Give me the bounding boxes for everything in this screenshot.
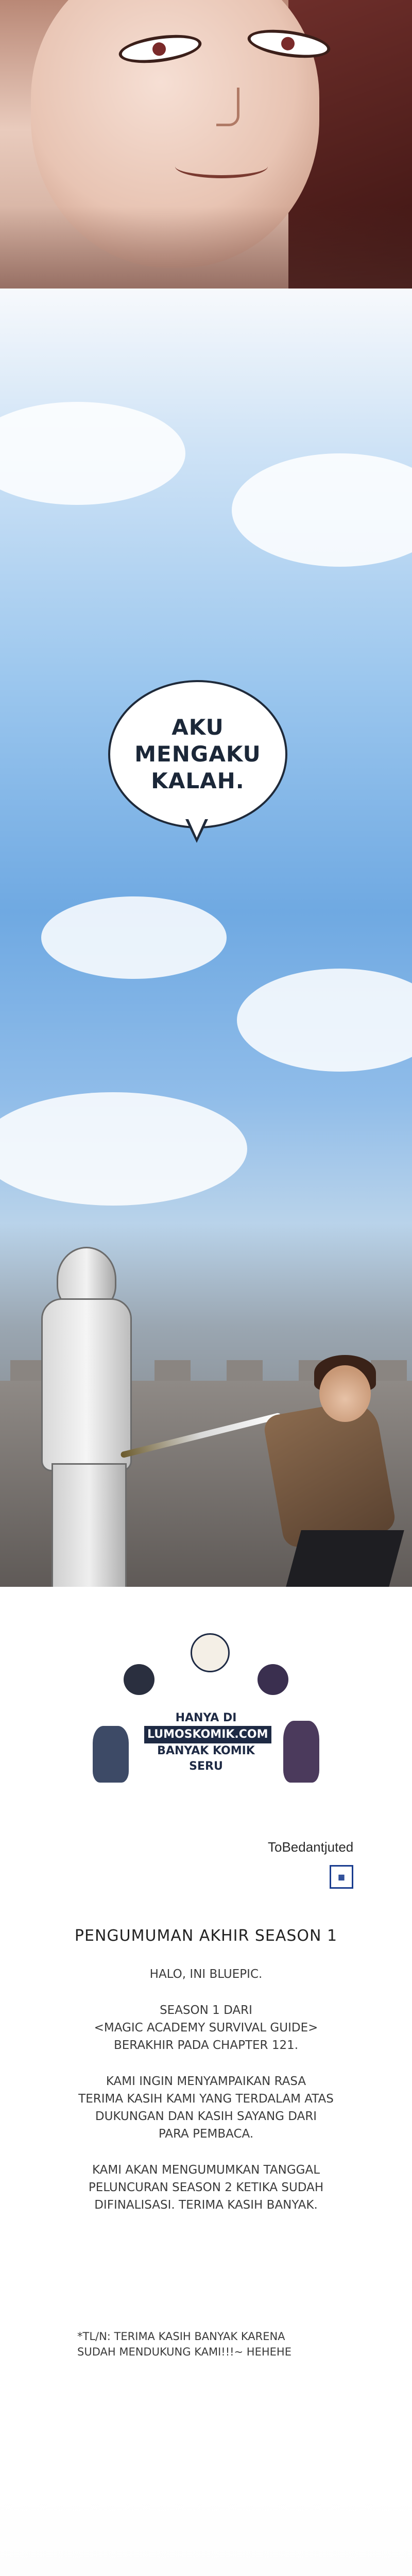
chibi-character <box>93 1726 129 1783</box>
chibi-character <box>283 1721 319 1783</box>
announcement-paragraph: KAMI INGIN MENYAMPAIKAN RASA TERIMA KASIH KAMI YANG TERDALAM ATAS DUKUNGAN DAN KASIH SAYANG DARI PARA PEMBACA. <box>78 2075 334 2141</box>
chibi-character <box>124 1664 154 1695</box>
left-eye <box>117 30 203 67</box>
translator-credit: ToBedantjuted <box>268 1839 354 1855</box>
nose-shape <box>216 88 239 126</box>
announcement <box>36 1927 376 2232</box>
cloud <box>41 896 227 979</box>
mouth-shape <box>175 155 268 178</box>
mascot-icon <box>191 1633 230 1672</box>
face-closeup-panel <box>0 0 412 289</box>
credit-text <box>144 1710 268 1774</box>
cloud <box>232 453 412 567</box>
announcement-paragraph: HALO, INI BLUEPIC. <box>149 1968 263 1981</box>
credit-line: BANYAK KOMIK SERU <box>157 1744 255 1773</box>
cloud <box>0 1092 247 1206</box>
credits-announcement-panel <box>0 1587 412 2494</box>
speech-bubble-text: AKU MENGAKU KALAH. <box>134 715 261 793</box>
translator-note: *TL/N: TERIMA KASIH BANYAK KARENA SUDAH MENDUKUNG KAMI!!!~ HEHEHE <box>77 2330 291 2358</box>
armored-knight <box>21 1226 154 1587</box>
sky-duel-panel <box>0 289 412 1587</box>
announcement-paragraph: SEASON 1 DARI <MAGIC ACADEMY SURVIVAL GUIDE> BERAKHIR PADA CHAPTER 121. <box>94 2004 318 2052</box>
chibi-character <box>258 1664 288 1695</box>
announcement-paragraph: KAMI AKAN MENGUMUMKAN TANGGAL PELUNCURAN SEASON 2 KETIKA SUDAH DIFINALISASI. TERIMA KASIH BANYAK. <box>88 2163 324 2212</box>
credit-card <box>93 1633 319 1808</box>
speech-bubble <box>108 680 287 828</box>
cloud <box>0 402 185 505</box>
credit-line: HANYA DI <box>175 1711 237 1724</box>
publisher-stamp: ▦ <box>330 1865 353 1889</box>
credit-site: LUMOSKOMIK.COM <box>144 1726 271 1743</box>
cloud <box>237 969 412 1072</box>
girl-panel <box>0 2494 412 2576</box>
announcement-title: PENGUMUMAN AKHIR SEASON 1 <box>74 1927 338 1945</box>
sword-fighter <box>242 1345 407 1587</box>
face-shade <box>0 206 412 289</box>
